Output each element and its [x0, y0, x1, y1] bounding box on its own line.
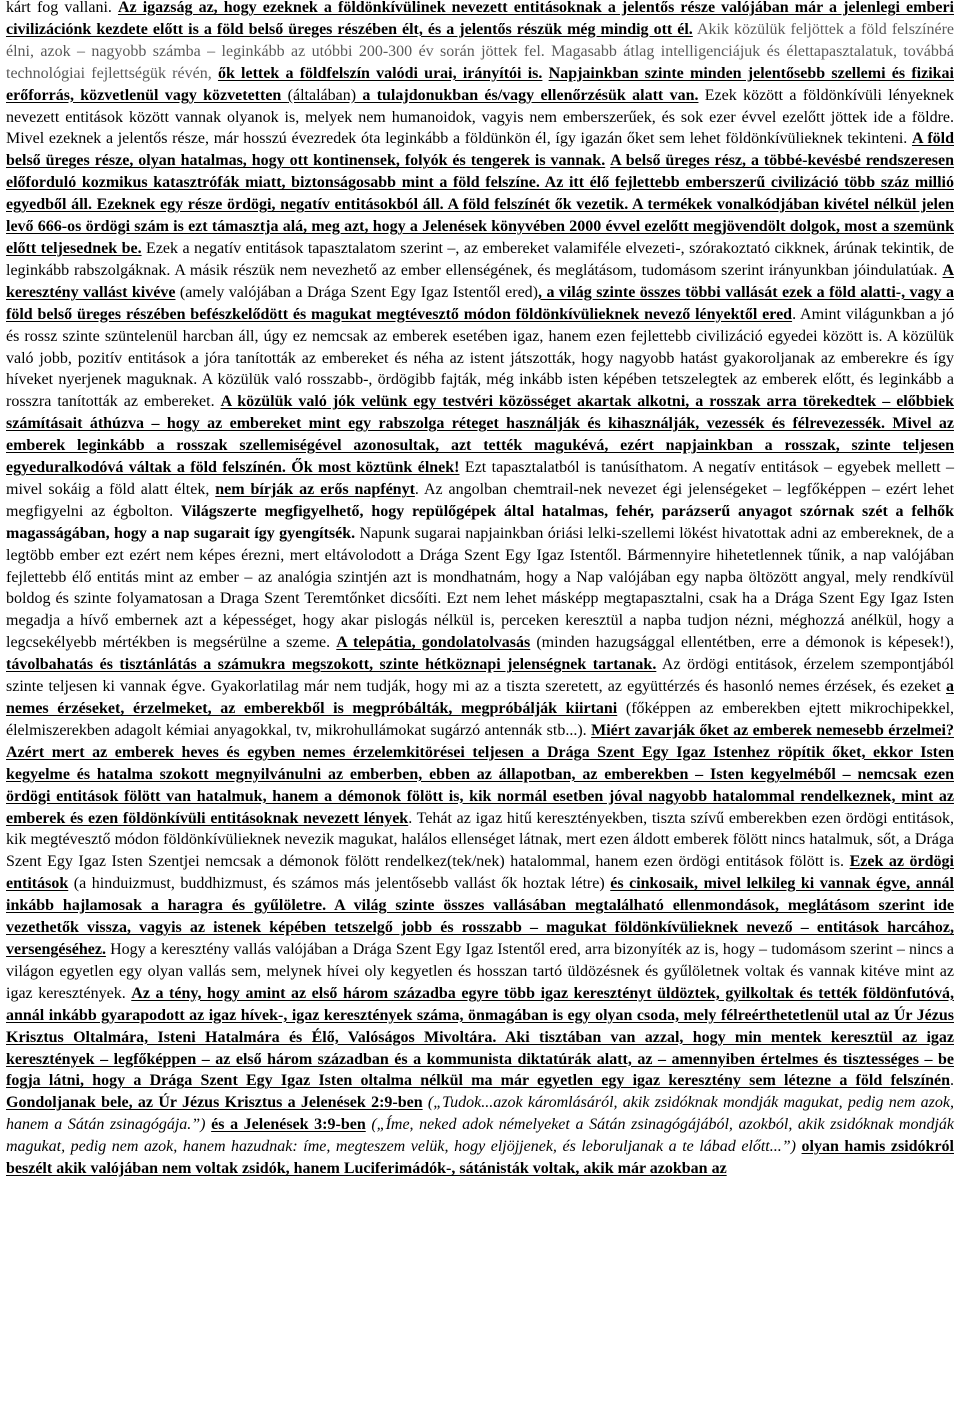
text-segment: (általában)	[287, 86, 357, 104]
text-segment: (a hinduizmust, buddhizmust, és számos más jelentősebb vallást ők hoztak létre)	[68, 875, 611, 893]
text-segment: . Az angolban chemtrail-nek nevezet égi jelenségeket – legfőképpen – ezért lehet megfigyelni az égbolton.	[6, 480, 955, 520]
text-segment: , a világ szinte összes többi vallását ezek a föld alatti-, vagy a föld belső üreges részében befészkelődött és magukat megtévesztő módon földönkívülieknek nevező lényektől ered	[6, 283, 955, 323]
text-segment: és cinkosaik, mivel lelkileg ki vannak égve, annál inkább hajlamosak a haragra és gyűlöletre. A világ szinte összes vallásában megtalálható ellenmondások, meglátásom szerint ide vezethetők vissza, vagyis az istenek képében tetszelgő jobb és rosszabb – magukat földönkívülieknek nevező – entitások harcához, versengéséhez.	[6, 875, 954, 958]
text-segment: távolbahatás és tisztánlátás a számukra megszokott, szinte hétköznapi jelenségnek tartanak.	[6, 656, 657, 674]
text-segment: Miért zavarják őket az emberek nemesebb érzelmei? Azért mert az emberek heves és egyben nemes érzelemkitörései teljesen a Drága Szent Egy Igaz Istenhez röpítik őket, ekkor Isten kegyelme és hatalma szokott megnyilvánulni az emberben, ebben az állapotban, az emberekben – Isten kegyelméből – nemcsak ezen ördögi entitások fölött van hatalmuk, hanem a démonok fölött is, kik normál esetben jóval nagyobb hatalommal rendelkeznek, mint az emberek és ezen földönkívüli entitásoknak nevezett lények	[6, 721, 954, 827]
text-segment: Ezek között a földönkívüli lényeknek nevezett entitások között vannak olyanok is, melyek nem humanoidok, vagyis nem emberszerűek, és sok ezer évvel ezelőtt jöttek ide a földre. Mivel ezeknek a jelentős része, már hosszú évezredek óta leginkább a földünkön él, így igazán őket sem lehet földönkívülieknek tekinteni.	[6, 86, 954, 148]
text-segment: A telepátia, gondolatolvasás	[336, 634, 531, 652]
text-segment: Napunk sugarai napjainkban óriási lelki-szellemi lökést hivatottak adni az embereknek, de a legtöbb ember ezt ezért nem képes érezni, mert eltávolodott a Drága Szent Egy Igaz Istentől. Bármennyire hihetetlennek tűnik, a nap valójában fejlettebb élő entitás mint az ember – az analógia szintjén azt is mondhatnám, hogy a Nap valójában egy napba öltözött angyal, mely rendkívül boldog és szinte folyamatosan a Draga Szent Teremtőnket dicsőíti. Ezt nem lehet másképp megtapasztalni, csak ha a Drága Szent Egy Igaz Isten megadja a hívő embernek azt a képességet, hogy akar pislogás nélkül is, perceken keresztül a napba tudjon nézni, méghozzá anélkül, hogy a legcsekélyebb mértékben is megsérülne a szeme.	[6, 524, 954, 652]
text-segment: Világszerte megfigyelhető, hogy repülőgépek által hatalmas, fehér, parázserű anyagot szórnak szét a felhők magasságában, hogy a nap sugarait így gyengítsék.	[6, 502, 954, 542]
text-segment: Az igazság az, hogy ezeknek a földönkívülinek nevezett entitásoknak a jelentős része valójában már a jelenlegi emberi civilizációnk kezdete előtt is a föld belső üreges részében élt, és a jelentős részük még mindig ott él.	[6, 0, 954, 38]
text-segment: (főképpen az emberekben ejtett mikrochipekkel, élelmiszerekben adagolt kémiai anyagokkal, tv, mikrohullámokat sugárzó antennák stb...).	[6, 700, 955, 739]
text-segment: Az ördögi entitások, érzelem szempontjából szinte teljesen ki vannak égve. Gyakorlatilag már nem tudják, hogy mi az a tiszta szeretett, az együttérzés és hasonló nemes érzések, és ezeket	[6, 656, 954, 696]
text-segment: ők lettek a földfelszín valódi urai, irányítói is.	[217, 64, 543, 82]
text-segment: („Tudok...azok káromlásáról, akik zsidóknak mondják magukat, pedig nem azok, hanem a Sátán zsinagógája.”)	[6, 1094, 954, 1134]
text-segment: . Amint világunkban a jó és rossz szinte szüntelenül harcban áll, úgy ez nemcsak az emberek esetében igaz, hanem ezen fejlettebb civilizáció egyedei között is. A közülük való jobb, pozitív entitások a jóra tanították az embereket és néha az istent játszották, hogy nagyobb hatást gyakoroljanak az emberekre és így híveket nyerjenek maguknak. A közülük való rosszabb-, ördögibb fajták, még inkább isten képében tetszelegtek az emberek előtt, és leginkább a rosszra tanították az embereket.	[6, 305, 955, 411]
text-segment: A föld belső üreges része, olyan hatalmas, hogy ott kontinensek, folyók és tengerek is vannak.	[6, 130, 954, 170]
text-segment: nem bírják az erős napfényt	[215, 480, 415, 498]
text-segment: (amely valójában a Drága Szent Egy Igaz Istentől ered)	[175, 283, 538, 301]
text-segment: Napjainkban szinte minden jelentősebb szellemi és fizikai erőforrás, közvetlenül vagy közvetetten	[6, 64, 954, 104]
document-body-text	[6, 0, 954, 1180]
text-segment: . Tehát az igaz hitű keresztényekben, tiszta szívű emberekben ezen ördögi entitások, kik megtévesztő módon földönkívülieknek nevezik magukat, halálos ellenséget látnak, mert ezen áldott emberek fölött nincs hatalmuk, sőt, a Drága Szent Egy Igaz Isten Szentjei nemcsak a démonok fölött rendelkez(tek/nek) hatalommal, hanem ezen ördögi entitások fölött is.	[6, 809, 954, 871]
text-segment: kárt fog vallani.	[6, 0, 118, 16]
text-segment: A belső üreges rész, a többé-kevésbé rendszeresen előforduló kozmikus katasztrófák miatt, biztonságosabb mint a föld felszíne. Az itt élő fejlettebb emberszerű civilizáció több száz millió egyedből áll. Ezeknek egy része ördögi, negatív entitásokból áll. A föld felszínét ők vezetik. A termékek vonalkódjában kivétel nélkül jelen levő 666-os ördögi szám is ezt támasztja alá, meg azt, hogy a Jelenések könyvében 2000 évvel ezelőtt megjövendölt dolgok, most a szemünk előtt teljesednek be.	[6, 152, 955, 257]
text-segment: a nemes érzéseket, érzelmeket, az emberekből is megpróbálták, megpróbálják kiirtani	[6, 678, 954, 717]
text-segment: olyan hamis zsidókról beszélt akik valójában nem voltak zsidók, hanem Luciferimádók-, sátánisták voltak, akik már azokban az	[6, 1138, 954, 1178]
text-segment: Ezek az ördögi entitások	[6, 853, 954, 893]
text-segment: Akik közülük feljöttek a föld felszínére élni, azok – nagyobb számba – leginkább az utóbbi 200-300 év során jöttek fel. Magasabb átlag intelligenciájuk és élettapasztalatuk, továbbá technológiai fejlettségük révén,	[6, 20, 955, 82]
text-segment: Ezt tapasztalatból is tanúsíthatom. A negatív entitások – egyebek mellett – mivel sokáig a föld alatt éltek,	[6, 459, 954, 498]
text-segment: Gondoljanak bele, az Úr Jézus Krisztus a Jelenések 2:9-ben	[6, 1094, 423, 1112]
text-segment: („Íme, neked adok némelyeket a Sátán zsinagógájából, azokból, akik zsidóknak mondják magukat, pedig nem azok, hanem hazudnak: íme, megteszem velük, hogy eljöjjenek, és leboruljanak a te lábad előtt...”)	[6, 1116, 955, 1156]
text-segment: (minden hazugsággal ellentétben, erre a démonok is képesek!),	[530, 634, 954, 652]
text-segment: .	[950, 1072, 954, 1090]
text-segment: A keresztény vallást kivéve	[6, 261, 954, 301]
text-segment: Hogy a keresztény vallás valójában a Drága Szent Egy Igaz Istentől ered, arra bizonyíték az is, hogy – tudomásom szerint – nincs a világon egyetlen egy olyan vallás sem, melynek hívei oly kegyetlen és hosszan tartó üldözésnek és gyűlöletnek voltak és vannak kitéve mint az igaz keresztények.	[6, 940, 954, 1002]
text-segment: Az a tény, hogy amint az első három századba egyre több igaz keresztényt üldöztek, gyilkoltak és tették földönfutóvá, annál inkább gyarapodott az igaz hívek-, igaz keresztények száma, önmagában is egy olyan csoda, mely félreérthetetlenül utal az Úr Jézus Krisztus Oltalmára, Isteni Hatalmára és Élő, Valóságos Mivoltára. Aki tisztában van azzal, hogy min mentek keresztül az igaz keresztények – legfőképpen – az első három században és a kommunista diktatúrák alatt, az – amennyiben értelmes és tisztességes – be fogja látni, hogy a Drága Szent Egy Igaz Isten oltalma nélkül ma már egyetlen egy igaz keresztény sem létezne a föld felszínén	[6, 984, 955, 1090]
text-segment: A közülük való jók velünk egy testvéri közösséget akartak alkotni, a rosszak arra törekedtek – előbbiek számításait áthúzva – hogy az embereket mint egy rabszolga réteget használják és kihasználják, vezessék és félrevezessék. Mivel az emberek leginkább a rosszak szellemiségével azonosultak, azt tették magukévá, ezért napjainkban a rosszak, szinte teljesen egyeduralkodóvá váltak a föld felszínén. Ők most köztünk élnek!	[6, 393, 954, 477]
text-segment: és a Jelenések 3:9-ben	[211, 1116, 366, 1134]
text-segment: a tulajdonukban és/vagy ellenőrzésük alatt van.	[356, 86, 699, 104]
text-segment: Ezek a negatív entitások tapasztalatom szerint –, az embereket valamiféle elvezeti-, szórakoztató cikknek, árúnak tekintik, de leginkább rabszolgáknak. A másik részük nem nevezhető az ember ellenségének, és meglátásom, tudomásom szerint irányunkban jóindulatúak.	[6, 239, 954, 279]
